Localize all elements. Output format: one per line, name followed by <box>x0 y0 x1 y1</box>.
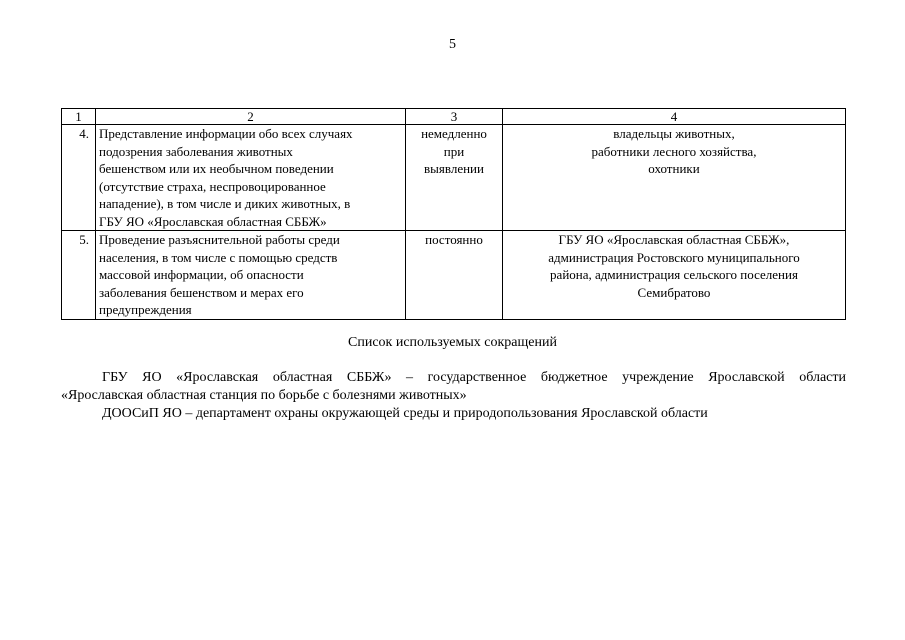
row-executors <box>503 125 846 231</box>
description-line: массовой информации, об опасности <box>99 267 304 282</box>
description-line: бешенством или их необычном поведении <box>99 161 334 176</box>
row-number: 4. <box>62 125 96 231</box>
term-line: немедленно <box>421 126 487 141</box>
header-col-3: 3 <box>406 109 503 125</box>
abbreviations-list <box>61 369 846 423</box>
row-description <box>96 125 406 231</box>
row-executors <box>503 231 846 320</box>
abbreviation-entry-continuation: «Ярославская областная станция по борьбе с болезнями животных» <box>61 388 467 403</box>
description-line: нападение), в том числе и диких животных, в <box>99 196 351 211</box>
header-col-2: 2 <box>96 109 406 125</box>
executor-line: района, администрация сельского поселения <box>550 267 798 282</box>
header-col-1: 1 <box>62 109 96 125</box>
executor-line: Семибратово <box>637 284 711 300</box>
measures-table <box>61 108 846 320</box>
abbreviations-title: Список используемых сокращений <box>348 335 557 350</box>
description-line: подозрения заболевания животных <box>99 143 293 159</box>
executor-line: ГБУ ЯО «Ярославская областная СББЖ», <box>558 232 790 247</box>
term-line: выявлении <box>424 161 484 176</box>
executor-line: работники лесного хозяйства, <box>591 143 757 159</box>
term-line: при <box>443 143 465 159</box>
row-description <box>96 231 406 320</box>
description-line: (отсутствие страха, неспровоцированное <box>99 178 326 194</box>
description-line: Представление информации обо всех случаях <box>99 126 353 141</box>
table-header-row <box>62 109 846 125</box>
header-col-4: 4 <box>503 109 846 125</box>
description-line: ГБУ ЯО «Ярославская областная СББЖ» <box>99 213 327 229</box>
page-number: 5 <box>449 37 456 52</box>
row-term <box>406 125 503 231</box>
row-number: 5. <box>62 231 96 320</box>
table-row <box>62 125 846 231</box>
executor-line: владельцы животных, <box>613 126 735 141</box>
row-term <box>406 231 503 320</box>
executor-line: охотники <box>648 161 700 176</box>
abbreviation-entry: ГБУ ЯО «Ярославская областная СББЖ» – государственное бюджетное учреждение Ярославской области <box>102 370 846 385</box>
executor-line: администрация Ростовского муниципального <box>548 249 800 265</box>
description-line: заболевания бешенством и мерах его <box>99 284 304 300</box>
description-line: населения, в том числе с помощью средств <box>99 249 338 265</box>
abbreviation-entry: ДООСиП ЯО – департамент охраны окружающей среды и природопользования Ярославской области <box>102 406 708 421</box>
term-line: постоянно <box>425 232 483 247</box>
description-line: Проведение разъяснительной работы среди <box>99 232 340 247</box>
table-row <box>62 231 846 320</box>
description-line: предупреждения <box>99 302 192 317</box>
